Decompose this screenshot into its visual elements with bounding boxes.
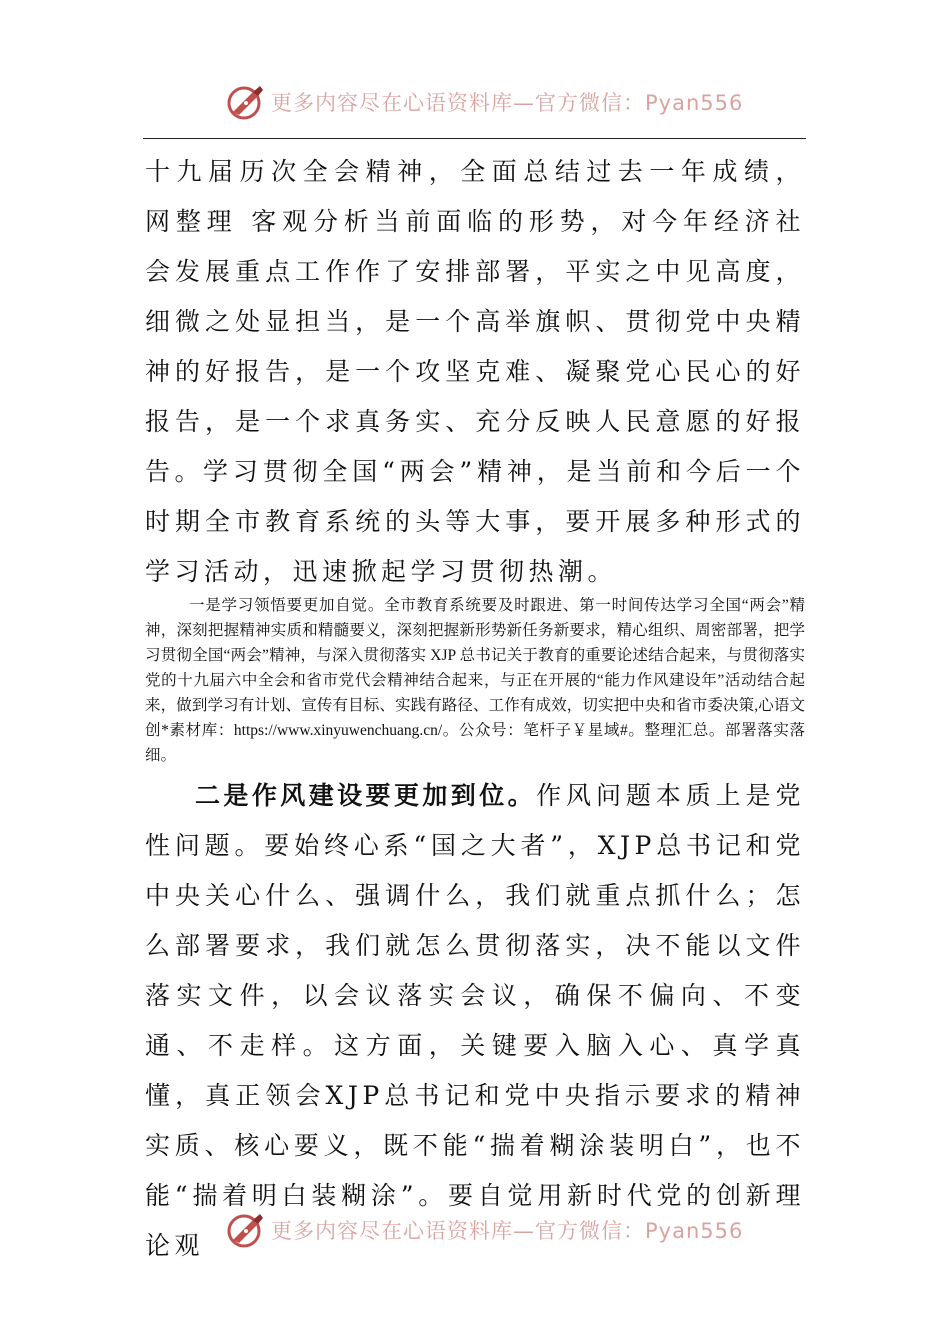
footer-banner-text: 更多内容尽在心语资料库—官方微信：Pyan556	[271, 1219, 744, 1243]
header-divider	[143, 138, 806, 139]
paragraph-lead-heading: 二是作风建设要更加到位。	[195, 781, 537, 810]
footer-watermark-banner	[225, 1208, 743, 1252]
header-banner-text: 更多内容尽在心语资料库—官方微信：Pyan556	[271, 91, 744, 115]
paragraph-body-text: 作风问题本质上是党性问题。要始终心系“国之大者”，XJP总书记和党中央关心什么、强调什么，我们就重点抓什么；怎么部署要求，我们就怎么贯彻落实，决不能以文件落实文件，以会议落实会议，确保不偏向、不变通、不走样。这方面，关键要入脑入心、真学真懂，真正领会XJP总书记和党中央指示要求的精神实质、核心要义，既不能“揣着糊涂装明白”，也不能“揣着明白装糊涂”。要自觉用新时代党的创新理论观	[145, 781, 805, 1260]
small-print-paragraph: 一是学习领悟要更加自觉。全市教育系统要及时跟进、第一时间传达学习全国“两会”精神，深刻把握精神实质和精髓要义，深刻把握新形势新任务新要求，精心组织、周密部署，把学习贯彻全国“两会”精神，与深入贯彻落实 XJP 总书记关于教育的重要论述结合起来，与贯彻落实党的十九届六中全会和省市党代会精神结合起来，与正在开展的“能力作风建设年”活动结合起来，做到学习有计划、宣传有目标、实践有路径、工作有成效，切实把中央和省市委决策,心语文创*素材库：https://www.xinyuwenchuang.cn/。公众号：笔杆子￥星域#。整理汇总。部署落实落细。	[145, 597, 805, 764]
body-paragraph-1: 十九届历次全会精神，全面总结过去一年成绩， 网整理 客观分析当前面临的形势，对今年经济社会发展重点工作作了安排部署，平实之中见高度，细微之处显担当，是一个高举旗帜、贯彻党中央精神的好报告，是一个攻坚克难、凝聚党心民心的好报告，是一个求真务实、充分反映人民意愿的好报告。	[145, 157, 805, 486]
pen-nib-circle-icon	[225, 1210, 265, 1250]
body-paragraph-2: 学习贯彻全国“两会”精神，是当前和今后一个时期全市教育系统的头等大事，要开展多种形式的学习活动，迅速掀起学习贯彻热潮。	[145, 457, 805, 586]
header-watermark-banner	[225, 80, 743, 124]
body-paragraph-4	[145, 771, 805, 1271]
pen-nib-circle-icon	[225, 82, 265, 122]
